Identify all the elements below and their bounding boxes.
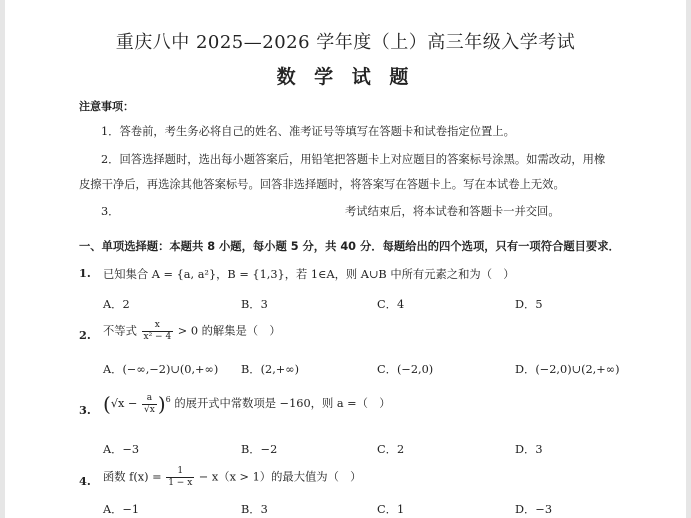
question-3-expression-left: √x − (110, 397, 138, 410)
notice-heading: 注意事项： (79, 100, 134, 113)
question-3-stem (103, 392, 391, 416)
notice-item-2-line-1: 2．回答选择题时，选出每小题答案后，用铅笔把答题卡上对应题目的答案标号涂黑。如需改动，用橡 (101, 153, 606, 166)
question-3-number: 3. (79, 403, 91, 417)
question-3-option-c: C．2 (377, 443, 405, 456)
exam-title: 重庆八中 2025—2026 学年度（上）高三年级入学考试 (115, 32, 576, 53)
question-4-option-d: D．−3 (515, 503, 553, 516)
question-4-stem-prefix: 函数 f(x) = (103, 470, 162, 484)
question-1-option-b: B．3 (241, 298, 268, 311)
question-4-stem (103, 466, 361, 489)
question-2-option-d: D．(−2,0)∪(2,+∞) (515, 363, 620, 376)
question-1-option-c: C．4 (377, 298, 405, 311)
question-4-number: 4. (79, 474, 91, 488)
question-2-stem-prefix: 不等式 (103, 324, 137, 338)
question-4-fraction-denominator: 1 − x (168, 478, 193, 488)
question-4-fraction-numerator: 1 (166, 466, 194, 478)
question-2-number: 2. (79, 328, 91, 342)
exam-subtitle: 数 学 试 题 (276, 66, 415, 88)
question-1-number: 1. (79, 266, 91, 280)
section-heading: 一、单项选择题：本题共 8 小题，每小题 5 分，共 40 分．每题给出的四个选项，只有一项符合题目要求． (79, 240, 620, 253)
right-frame-edge (686, 0, 691, 518)
exam-paper (5, 0, 686, 518)
notice-item-3-text: 考试结束后，将本试卷和答题卡一并交回。 (345, 205, 560, 218)
question-4-stem-suffix: − x（x > 1）的最大值为（ ） (198, 470, 362, 484)
question-4-option-c: C．1 (377, 503, 405, 516)
question-3-option-a: A．−3 (103, 443, 140, 456)
question-2-option-b: B．(2,+∞) (241, 363, 300, 376)
question-3-fraction-numerator: a (142, 393, 157, 405)
question-1-option-d: D．5 (515, 298, 543, 311)
question-3-option-b: B．−2 (241, 443, 278, 456)
question-3-close-paren: ) (157, 392, 166, 416)
question-4-option-a: A．−1 (103, 503, 140, 516)
notice-item-3-number: 3． (101, 205, 120, 218)
question-1-option-a: A．2 (103, 298, 130, 311)
question-2-fraction-denominator: x² − 4 (143, 332, 172, 342)
question-2-fraction (142, 320, 174, 343)
notice-item-2-line-2: 皮擦干净后，再选涂其他答案标号。回答非选择题时，将答案写在答题卡上。写在本试卷上无效。 (79, 178, 565, 191)
notice-item-1: 1．答卷前，考生务必将自己的姓名、准考证号等填写在答题卡和试卷指定位置上。 (101, 125, 515, 138)
question-2-option-a: A．(−∞,−2)∪(0,+∞) (103, 363, 219, 376)
question-2-stem (103, 320, 281, 343)
question-2-fraction-numerator: x (142, 320, 174, 332)
question-1-stem: 已知集合 A = {a, a²}，B = {1,3}，若 1∈A，则 A∪B 中所有元素之和为（ ） (103, 268, 515, 281)
question-3-power: 6 (165, 395, 171, 405)
question-3-fraction-denominator: √x (144, 404, 155, 415)
question-3-option-d: D．3 (515, 443, 543, 456)
question-4-option-b: B．3 (241, 503, 268, 516)
question-3-fraction (142, 393, 157, 416)
question-2-option-c: C．(−2,0) (377, 363, 434, 376)
question-4-fraction (166, 466, 194, 489)
question-3-open-paren: ( (103, 392, 111, 416)
question-3-stem-suffix: 的展开式中常数项是 −160，则 a =（ ） (174, 397, 391, 410)
question-2-stem-suffix: > 0 的解集是（ ） (177, 324, 281, 338)
